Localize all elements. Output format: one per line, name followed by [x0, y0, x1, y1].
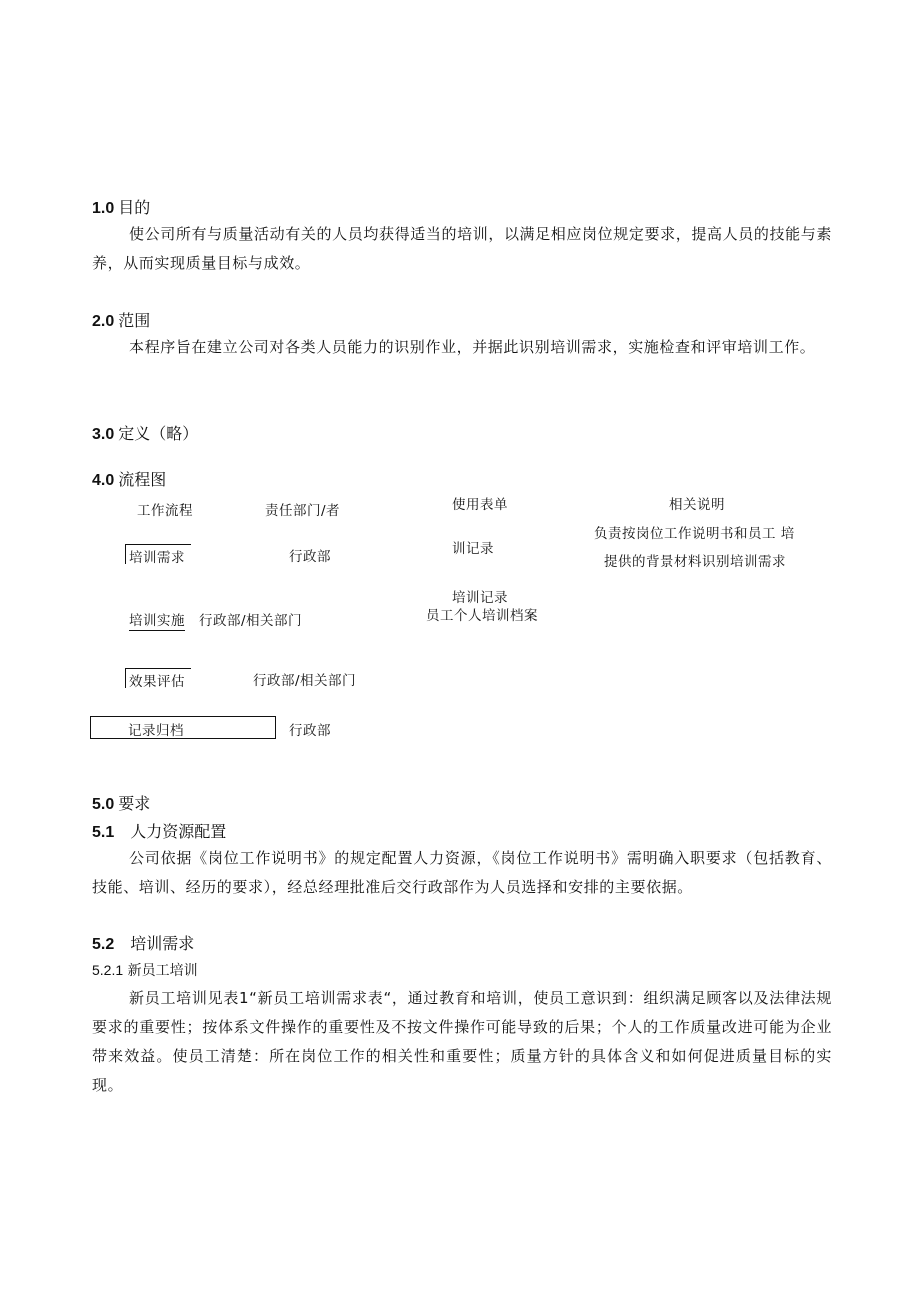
flowchart-header-notes: 相关说明 — [669, 497, 725, 513]
section-2-heading — [92, 308, 150, 331]
flow-dept-archive: 行政部 — [289, 723, 331, 739]
flow-step-evaluation: 效果评估 — [125, 668, 191, 688]
section-5-1-heading — [92, 819, 226, 842]
section-3-number: 3.0 — [92, 426, 115, 443]
section-5-2-title: 培训需求 — [130, 934, 195, 953]
section-5-number: 5.0 — [92, 796, 115, 813]
flow-step-archive-box — [90, 716, 276, 739]
flow-note-training-needs-line2: 提供的背景材料识别培训需求 — [604, 554, 786, 570]
section-4-heading — [92, 467, 166, 490]
flow-form-training-needs: 训记录 — [452, 541, 494, 557]
section-1-number: 1.0 — [92, 200, 115, 217]
flow-dept-implementation: 行政部/相关部门 — [199, 613, 303, 629]
section-5-2-1-heading — [92, 960, 198, 980]
section-5-2-heading — [92, 931, 194, 954]
flow-step-archive: 记录归档 — [128, 723, 184, 739]
section-5-heading — [92, 791, 150, 814]
flowchart-header-process: 工作流程 — [137, 503, 193, 519]
flow-dept-training-needs: 行政部 — [289, 549, 331, 565]
flow-form-implementation-line1: 培训记录 — [452, 590, 508, 606]
section-1-heading — [92, 195, 150, 218]
flow-form-implementation-line2: 员工个人培训档案 — [426, 608, 538, 624]
section-5-2-1-title: 新员工培训 — [127, 963, 198, 979]
section-5-title: 要求 — [118, 794, 151, 813]
section-2-title: 范围 — [118, 311, 151, 330]
section-2-number: 2.0 — [92, 313, 115, 330]
flow-step-implementation: 培训实施 — [129, 609, 185, 631]
section-5-2-number: 5.2 — [92, 936, 115, 953]
section-3-heading — [92, 421, 198, 444]
section-5-1-number: 5.1 — [92, 824, 115, 841]
section-1-body: 使公司所有与质量活动有关的人员均获得适当的培训，以满足相应岗位规定要求，提高人员的技能与素养，从而实现质量目标与成效。 — [92, 225, 832, 272]
section-5-1-body: 公司依据《岗位工作说明书》的规定配置人力资源，《岗位工作说明书》需明确入职要求（包括教育、技能、培训、经历的要求），经总经理批准后交行政部作为人员选择和安排的主要依据。 — [92, 849, 832, 896]
flowchart-header-dept: 责任部门/者 — [265, 503, 341, 519]
section-4-title: 流程图 — [118, 470, 167, 489]
flow-dept-evaluation: 行政部/相关部门 — [253, 673, 357, 689]
section-5-1-title: 人力资源配置 — [130, 822, 227, 841]
section-5-2-1-body: 新员工培训见表1“新员工培训需求表“，通过教育和培训，使员工意识到：组织满足顾客以及法律法规要求的重要性；按体系文件操作的重要性及不按文件操作可能导致的后果；个人的工作质量改进可能为企业带来效益。使员工清楚：所在岗位工作的相关性和重要性；质量方针的具体含义和如何促进质量目标的实现。 — [92, 989, 832, 1094]
flowchart-header-forms: 使用表单 — [452, 497, 508, 513]
section-4-number: 4.0 — [92, 472, 115, 489]
section-2-body: 本程序旨在建立公司对各类人员能力的识别作业，并据此识别培训需求，实施检查和评审培训工作。 — [129, 338, 816, 356]
section-1-title: 目的 — [118, 198, 151, 217]
flow-step-training-needs: 培训需求 — [125, 544, 191, 564]
section-3-title: 定义（略） — [118, 424, 199, 443]
flow-note-training-needs-line1: 负责按岗位工作说明书和员工 培 — [594, 526, 795, 542]
section-5-2-1-number: 5.2.1 — [92, 962, 124, 978]
